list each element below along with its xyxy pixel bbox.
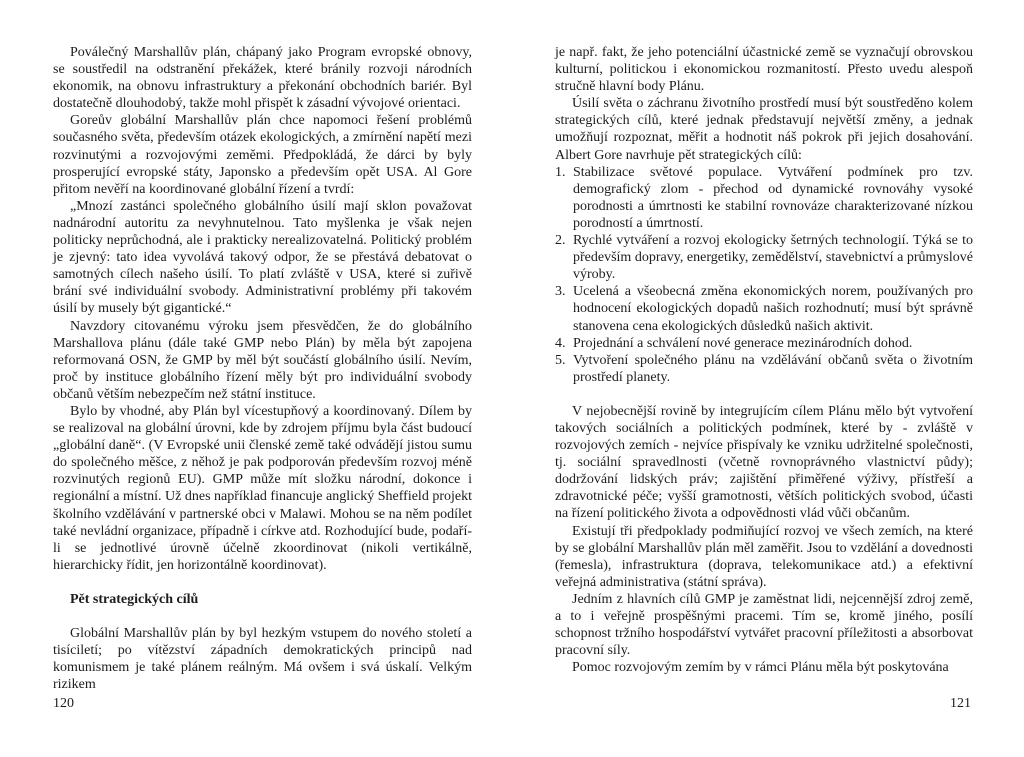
paragraph-integrating-goal: V nejobecnější rovině by integrujícím cílem Plánu mělo být vytvoření takových sociálních a politických podmínek, které by - zvláště v rozvojových zemích - nejvíce přispívaly ke vzniku udržitelné společnosti, tj. sociální spravedlnosti (včetně rovnoprávného vlastnictví půdy); dodržování lidských práv; zajištění přiměřené výživy, přístřeší a zdravotnické péče; vyšší gramotnosti, větších politických svobod, účasti na řízení politického života a odpovědnosti vlád vůči občanům. [555, 403, 973, 522]
list-item-text: Projednání a schválení nové generace mezinárodních dohod. [573, 335, 913, 351]
list-item-text: Rychlé vytváření a rozvoj ekologicky šetrných technologií. Týká se to především dopravy, energetiky, zemědělství, stavebnictví a průmyslové výroby. [573, 233, 973, 283]
list-number: 1. [555, 164, 566, 180]
page-number-right: 121 [950, 696, 971, 711]
section-gap [53, 574, 472, 591]
section-heading: Pět strategických cílů [70, 591, 199, 607]
list-item-text: Stabilizace světové populace. Vytváření podmínek pro tzv. demografický zlom - přechod od dynamické rovnováhy vysoké porodnosti a úmrtnosti ke stabilní rovnováze charakterizované nízkou porodností a úmrtností. [573, 164, 973, 231]
paragraph-marshall-postwar: Poválečný Marshallův plán, chápaný jako Program evropské obnovy, se soustředil na odstranění překážek, které bránily rozvoji národních ekonomik, na obnovu infrastruktury a překonání obchodních bariér. Byl dostatečně dlouhodobý, takže mohl přispět k zásadní vývojové orientaci. [53, 45, 472, 112]
list-item [555, 352, 973, 386]
page-number-left: 120 [53, 696, 74, 711]
list-item-text: Vytvoření společného plánu na vzdělávání občanů světa o životním prostředí planety. [573, 352, 973, 385]
list-item-text: Ucelená a všeobecná změna ekonomických norem, používaných pro hodnocení ekologických dopadů našich rozhodnutí; musí být správně stanovena cena ekologických důsledků našich aktivit. [573, 284, 973, 334]
paragraph-continuation: je např. fakt, že jeho potenciální účastnické země se vyznačují obrovskou kulturní, politickou i ekonomickou rozmanitostí. Přesto uvedu alespoň stručně hlavní body Plánu. [555, 45, 973, 95]
section-gap [555, 386, 973, 403]
paragraph-author-opinion: Navzdory citovanému výroku jsem přesvědčen, že do globálního Marshallova plánu (dále také GMP nebo Plán) by měla být zapojena reformovaná OSN, že GMP by měl být součástí globálního úsilí. Nevím, proč by instituce globálního řízení měly být pro individuální svobody občanů větším nebezpečím než státní instituce. [53, 318, 472, 402]
paragraph-multilevel-plan: Bylo by vhodné, aby Plán byl vícestupňový a koordinovaný. Dílem by se realizoval na globální úrovni, kde by zdrojem příjmu byla část budoucí „globální daně“. (V Evropské unii členské země také odvádějí jistou sumu do společného měšce, z něhož je pak podporován především rozvoj méně rozvinutých regionů EU). GMP může mít složku národní, dokonce i regionální a místní. Už dnes například financuje anglický Sheffield projekt školního vzdělávání v partnerské obci v Malawi. Mohou se na něm podílet také nevládní organizace, případně i církve atd. Rozhodující bude, podaří-li se jednotlivé úrovně účelně zkoordinovat (nikoli vertikálně, hierarchicky řídit, jen horizontálně koordinovat). [53, 403, 472, 573]
list-number: 2. [555, 233, 566, 249]
list-item [555, 232, 973, 283]
paragraph-aid: Pomoc rozvojovým zemím by v rámci Plánu měla být poskytována [572, 660, 949, 676]
list-number: 4. [555, 335, 566, 351]
paragraph-employment: Jedním z hlavních cílů GMP je zaměstnat lidi, nejcennější zdroj země, a to i veřejně prospěšnými pracemi. Tím se, kromě jiného, posílí schopnost tržního hospodářství vytvářet pracovní příležitosti a absorbovat pracovní síly. [555, 591, 973, 659]
paragraph-gore-plan: Goreův globální Marshallův plán chce napomoci řešení problémů současného světa, především otázek ekologických, a zmírnění napětí mezi rozvinutými a rozvojovými zeměmi. Předpokládá, že dárci by byly prosperující evropské státy, Japonsko a především opět USA. Al Gore přitom nevěří na koordinované globální řízení a tvrdí: [53, 113, 472, 197]
paragraph-gmp-intro: Globální Marshallův plán by byl hezkým vstupem do nového století a tisíciletí; po vítězství západních demokratických principů nad komunismem je také plánem reálným. Má ovšem i svá úskalí. Velkým rizikem [53, 625, 472, 693]
list-item [555, 164, 973, 232]
paragraph-strategic-goals-intro: Úsilí světa o záchranu životního prostředí musí být soustředěno kolem strategických cílů, které jednak představují největší změny, a jednak umožňují rozpoznat, měřit a hodnotit náš pokrok při jejich dosahování. Albert Gore navrhuje pět strategických cílů: [555, 96, 973, 163]
strategic-goals-list [555, 164, 973, 386]
paragraph-gore-quote: „Mnozí zastánci společného globálního úsilí mají sklon považovat nadnárodní autoritu za nevyhnutelnou. Tato myšlenka je však nejen politicky neprůchodná, ale i prakticky nerealizovatelná. Politický problém je zjevný: tato idea vyvolává takový odpor, že se přestává debatovat o samotných cílech našeho úsilí. To platí zvláště v USA, které si zuřivě brání své individuální svobody. Administrativní problémy při takovém úsilí by musely být gigantické.“ [53, 198, 472, 317]
list-item [555, 335, 973, 352]
right-page [555, 44, 973, 676]
section-gap [53, 608, 472, 625]
list-number: 5. [555, 352, 566, 368]
left-page [53, 44, 472, 693]
list-item [555, 283, 973, 334]
list-number: 3. [555, 284, 566, 300]
paragraph-three-prerequisites: Existují tři předpoklady podmiňující rozvoj ve všech zemích, na které by se globální Marshallův plán měl zaměřit. Jsou to vzdělání a dovednosti (řemesla), infrastruktura (doprava, telekomunikace atd.) a efektivní veřejná administrativa (státní správa). [555, 523, 973, 590]
